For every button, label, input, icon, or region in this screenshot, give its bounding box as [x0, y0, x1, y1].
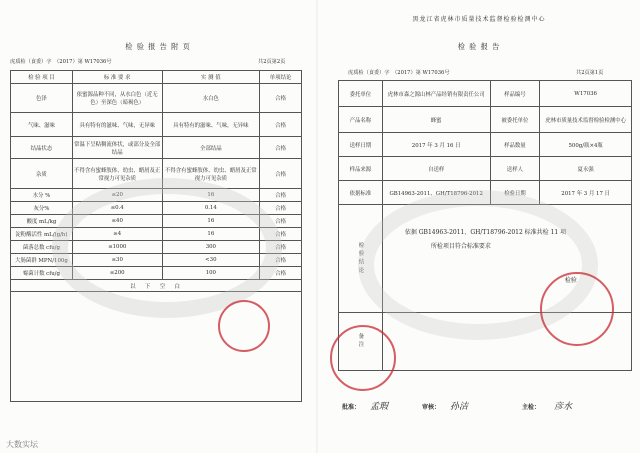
table-row — [11, 84, 302, 113]
table-cell: 杂质 — [11, 159, 73, 189]
right-report-number: 虎质检（食委）字 （2017）第 W17036号 — [348, 70, 450, 76]
table-cell: ≤200 — [72, 267, 162, 280]
left-title: 检 验 报 告 附 页 — [125, 42, 191, 51]
table-cell: 合格 — [260, 241, 302, 254]
column-header: 实 测 值 — [162, 71, 260, 84]
left-page — [0, 0, 316, 453]
table-cell: 被委托单位 — [490, 107, 540, 133]
cma-watermark-logo — [52, 178, 282, 318]
table-cell: 依蜜源品种不同，从水白色（近无色）至深色（暗褐色） — [72, 84, 162, 113]
table-cell: 16 — [162, 189, 260, 202]
table-cell: W17036 — [540, 81, 632, 107]
table-cell: 送样日期 — [339, 133, 383, 157]
table-row — [11, 137, 302, 159]
table-cell: 霉菌计数 cfu/g — [11, 267, 73, 280]
column-header: 单项结论 — [260, 71, 302, 84]
right-page-info: 共2页第1页 — [576, 70, 604, 76]
table-cell: 色泽 — [11, 84, 73, 113]
test-signature: 彦水 — [554, 402, 573, 412]
table-cell: 合格 — [260, 228, 302, 241]
left-report-number: 虎质检（食委）字 （2017）第 W17036号 — [10, 59, 112, 65]
table-cell: 自送样 — [382, 157, 490, 181]
below-blank-note: 以 下 空 白 — [11, 280, 302, 292]
table-cell: 产品名称 — [339, 107, 383, 133]
table-row — [339, 107, 632, 133]
column-header: 标 准 要 求 — [72, 71, 162, 84]
table-cell: 0.14 — [162, 202, 260, 215]
approve-signature: 孟瑕 — [370, 402, 389, 412]
table-cell: 样品编号 — [490, 81, 540, 107]
official-seal-stamp — [218, 300, 270, 352]
brand-watermark: 大数实坛 — [6, 440, 38, 449]
table-row — [339, 133, 632, 157]
table-cell: 合格 — [260, 189, 302, 202]
table-row — [339, 81, 632, 107]
table-cell: 酸度 mL/kg — [11, 215, 73, 228]
right-title: 检 验 报 告 — [457, 42, 501, 51]
table-cell: 合格 — [260, 254, 302, 267]
table-cell: 合格 — [260, 137, 302, 159]
test-label: 主检： — [522, 404, 541, 411]
conclusion-text-line1: 依据 GB14963-2011、GH/T18796-2012 标准共检 11 项 — [404, 229, 567, 236]
table-cell: 委托单位 — [339, 81, 383, 107]
table-row — [339, 157, 632, 181]
review-signature: 孙洁 — [450, 402, 469, 412]
table-cell: 样品来源 — [339, 157, 383, 181]
table-cell: 合格 — [260, 202, 302, 215]
table-cell: 2017 年 3 月 16 日 — [382, 133, 490, 157]
table-cell: 500g/瓶×4瓶 — [540, 133, 632, 157]
review-label: 审核： — [422, 404, 441, 411]
table-cell: ≤20 — [72, 189, 162, 202]
table-header-row — [11, 71, 302, 84]
table-cell: <30 — [162, 254, 260, 267]
table-cell: ≤0.4 — [72, 202, 162, 215]
table-cell: 大肠菌群 MPN/100g — [11, 254, 73, 267]
table-cell: 合格 — [260, 113, 302, 137]
conclusion-label: 检验结论 — [339, 205, 383, 313]
table-cell: 样品数量 — [490, 133, 540, 157]
left-page-info: 共2页第2页 — [258, 59, 286, 65]
table-cell: 依据标准 — [339, 181, 383, 205]
table-cell: 合格 — [260, 159, 302, 189]
table-cell: 不得含有蜜蜂肢体、幼虫、蜡屑及正常视力可见杂质 — [162, 159, 260, 189]
table-cell: GB14963-2011、GH/T18796-2012 — [382, 181, 490, 205]
approve-label: 批准： — [342, 404, 361, 411]
table-cell: 常温下呈粘稠流体状，或部分及全部结晶 — [72, 137, 162, 159]
inspection-stamp-label: 检验 — [564, 277, 577, 284]
table-cell: 合格 — [260, 267, 302, 280]
table-cell: 水分 % — [11, 189, 73, 202]
table-cell: 虎林市森之源山林产品经销有限责任公司 — [382, 81, 490, 107]
table-cell: 具有特有的滋味、气味，无异味 — [162, 113, 260, 137]
table-cell: 结晶状态 — [11, 137, 73, 159]
table-cell: 淀粉酶活性 mL/(g/h) — [11, 228, 73, 241]
inspection-seal-stamp — [540, 272, 614, 346]
table-cell: ≤1000 — [72, 241, 162, 254]
table-cell: 水白色 — [162, 84, 260, 113]
table-cell: ≥4 — [72, 228, 162, 241]
table-cell: 菌落总数 cfu/g — [11, 241, 73, 254]
table-cell: 合格 — [260, 84, 302, 113]
table-cell: 灰分% — [11, 202, 73, 215]
table-cell: 16 — [162, 215, 260, 228]
table-cell: 蜂蜜 — [382, 107, 490, 133]
table-cell: 气味、滋味 — [11, 113, 73, 137]
column-header: 检 验 项 目 — [11, 71, 73, 84]
table-cell: 合格 — [260, 215, 302, 228]
table-cell: 夏永强 — [540, 157, 632, 181]
official-seal-stamp-right — [330, 325, 396, 391]
table-cell: 具有特有的滋味、气味，无异味 — [72, 113, 162, 137]
table-cell: 100 — [162, 267, 260, 280]
table-cell: 300 — [162, 241, 260, 254]
table-cell: 虎林市质量技术监督检验检测中心 — [540, 107, 632, 133]
table-cell: 送样人 — [490, 157, 540, 181]
table-cell: 不得含有蜜蜂肢体、幼虫、蜡屑及正常视力可见杂质 — [72, 159, 162, 189]
table-cell: ≤40 — [72, 215, 162, 228]
table-cell: 2017 年 3 月 17 日 — [540, 181, 632, 205]
table-cell: 16 — [162, 228, 260, 241]
conclusion-text-line2: 所检项目符合标准要求 — [430, 243, 491, 250]
table-row — [11, 113, 302, 137]
remark-label: 备注 — [339, 313, 383, 371]
table-cell: 全部结晶 — [162, 137, 260, 159]
table-cell: 检验日期 — [490, 181, 540, 205]
organization-name: 黑龙江省虎林市质量技术监督检验检测中心 — [412, 16, 546, 23]
table-cell: ≤30 — [72, 254, 162, 267]
right-page — [318, 0, 640, 453]
